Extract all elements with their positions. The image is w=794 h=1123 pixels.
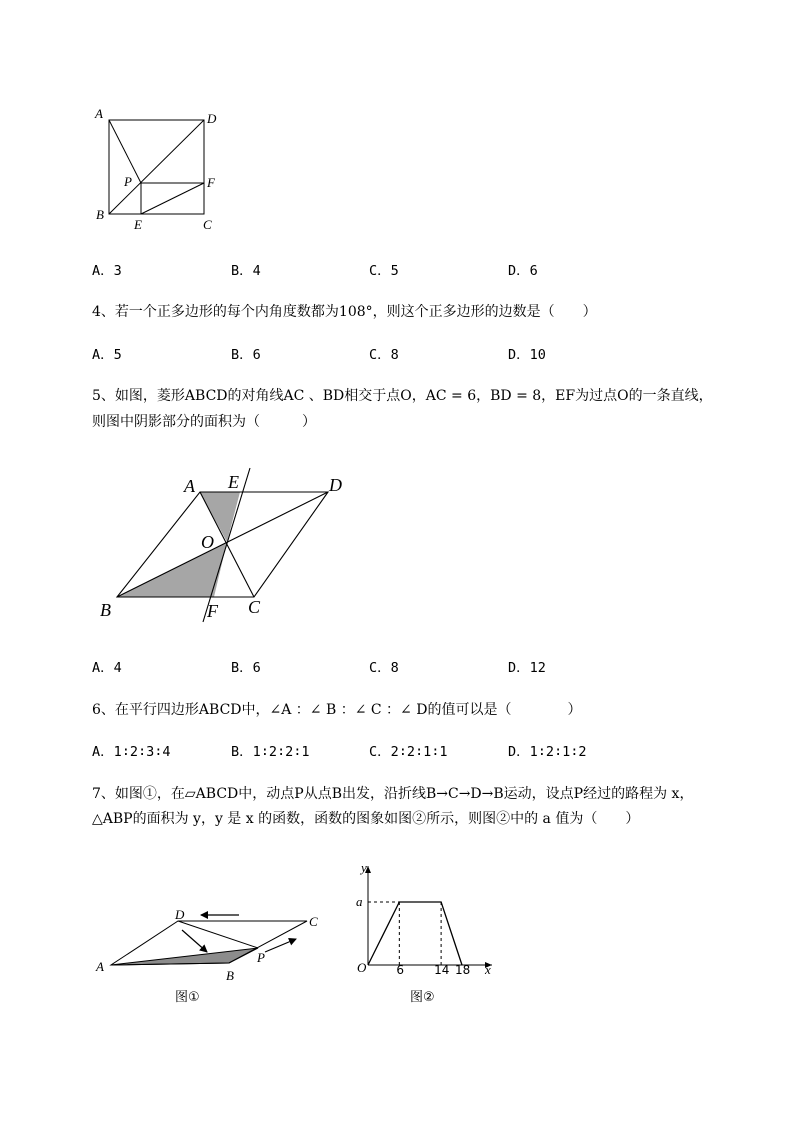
label-b: B (100, 600, 111, 620)
x-axis-label: x (485, 962, 491, 977)
label-f: F (207, 175, 215, 190)
x-tick-label: 18 (455, 963, 471, 977)
label-f: F (207, 601, 218, 621)
x-tick-label: 6 (396, 963, 404, 977)
label-d: D (175, 907, 185, 922)
label-p: P (124, 174, 132, 189)
label-b: B (226, 968, 234, 983)
q3-option-a: A．3 (92, 263, 122, 279)
y-axis-label: y (361, 860, 367, 875)
label-d: D (207, 111, 217, 126)
label-c: C (309, 914, 318, 929)
label-a: A (184, 476, 195, 496)
q4-option-a: A．5 (92, 347, 122, 363)
q6-option-d: D．1∶2∶1∶2 (508, 744, 587, 760)
label-c: C (248, 597, 261, 617)
q6-option-b: B．1∶2∶2∶1 (231, 744, 310, 760)
q4-option-c: C．8 (369, 347, 399, 363)
q4-question-text: 4、若一个正多边形的每个内角度数都为108°，则这个正多边形的边数是（ ） (92, 304, 597, 320)
label-o: O (201, 532, 214, 552)
q6-option-c: C．2∶2∶1∶1 (369, 744, 448, 760)
q5-option-c: C．8 (369, 660, 399, 676)
label-a: A (96, 959, 104, 974)
label-p: P (257, 950, 265, 965)
q3-option-b: B．4 (231, 263, 261, 279)
q7-question-line2: △ABP的面积为 y，y 是 x 的函数，函数的图象如图②所示，则图②中的 a 值为（ ） (92, 811, 640, 827)
label-c: C (203, 217, 212, 232)
q6-question-text: 6、在平行四边形ABCD中，∠A ：∠ B ：∠ C ：∠ D的值可以是（ ） (92, 702, 582, 718)
label-e: E (134, 217, 142, 232)
q3-option-d: D．6 (508, 263, 538, 279)
label-e: E (228, 472, 239, 492)
q3-option-c: C．5 (369, 263, 399, 279)
q7-question-line1: 7、如图①，在▱ABCD中，动点P从点B出发，沿折线B→C→D→B运动，设点P经过的路程为 x， (92, 786, 694, 802)
figure-2-caption: 图② (410, 990, 435, 1005)
figure-1-caption: 图① (175, 990, 200, 1005)
label-d: D (329, 475, 342, 495)
q4-option-b: B．6 (231, 347, 261, 363)
label-b: B (96, 207, 104, 222)
q5-option-a: A．4 (92, 660, 122, 676)
q5-option-b: B．6 (231, 660, 261, 676)
y-tick-label: a (356, 894, 363, 909)
q4-option-d: D．10 (508, 347, 546, 363)
label-a: A (95, 106, 103, 121)
origin-label: O (357, 960, 367, 975)
q5-question-line2: 则图中阴影部分的面积为（ ） (92, 414, 316, 430)
q6-option-a: A．1∶2∶3∶4 (92, 744, 171, 760)
q5-question-line1: 5、如图，菱形ABCD的对角线AC 、BD相交于点O，AC = 6，BD = 8，EF为过点O的一条直线， (92, 388, 713, 404)
function-graph-line (368, 902, 462, 965)
x-tick-label: 14 (434, 963, 450, 977)
q5-option-d: D．12 (508, 660, 546, 676)
